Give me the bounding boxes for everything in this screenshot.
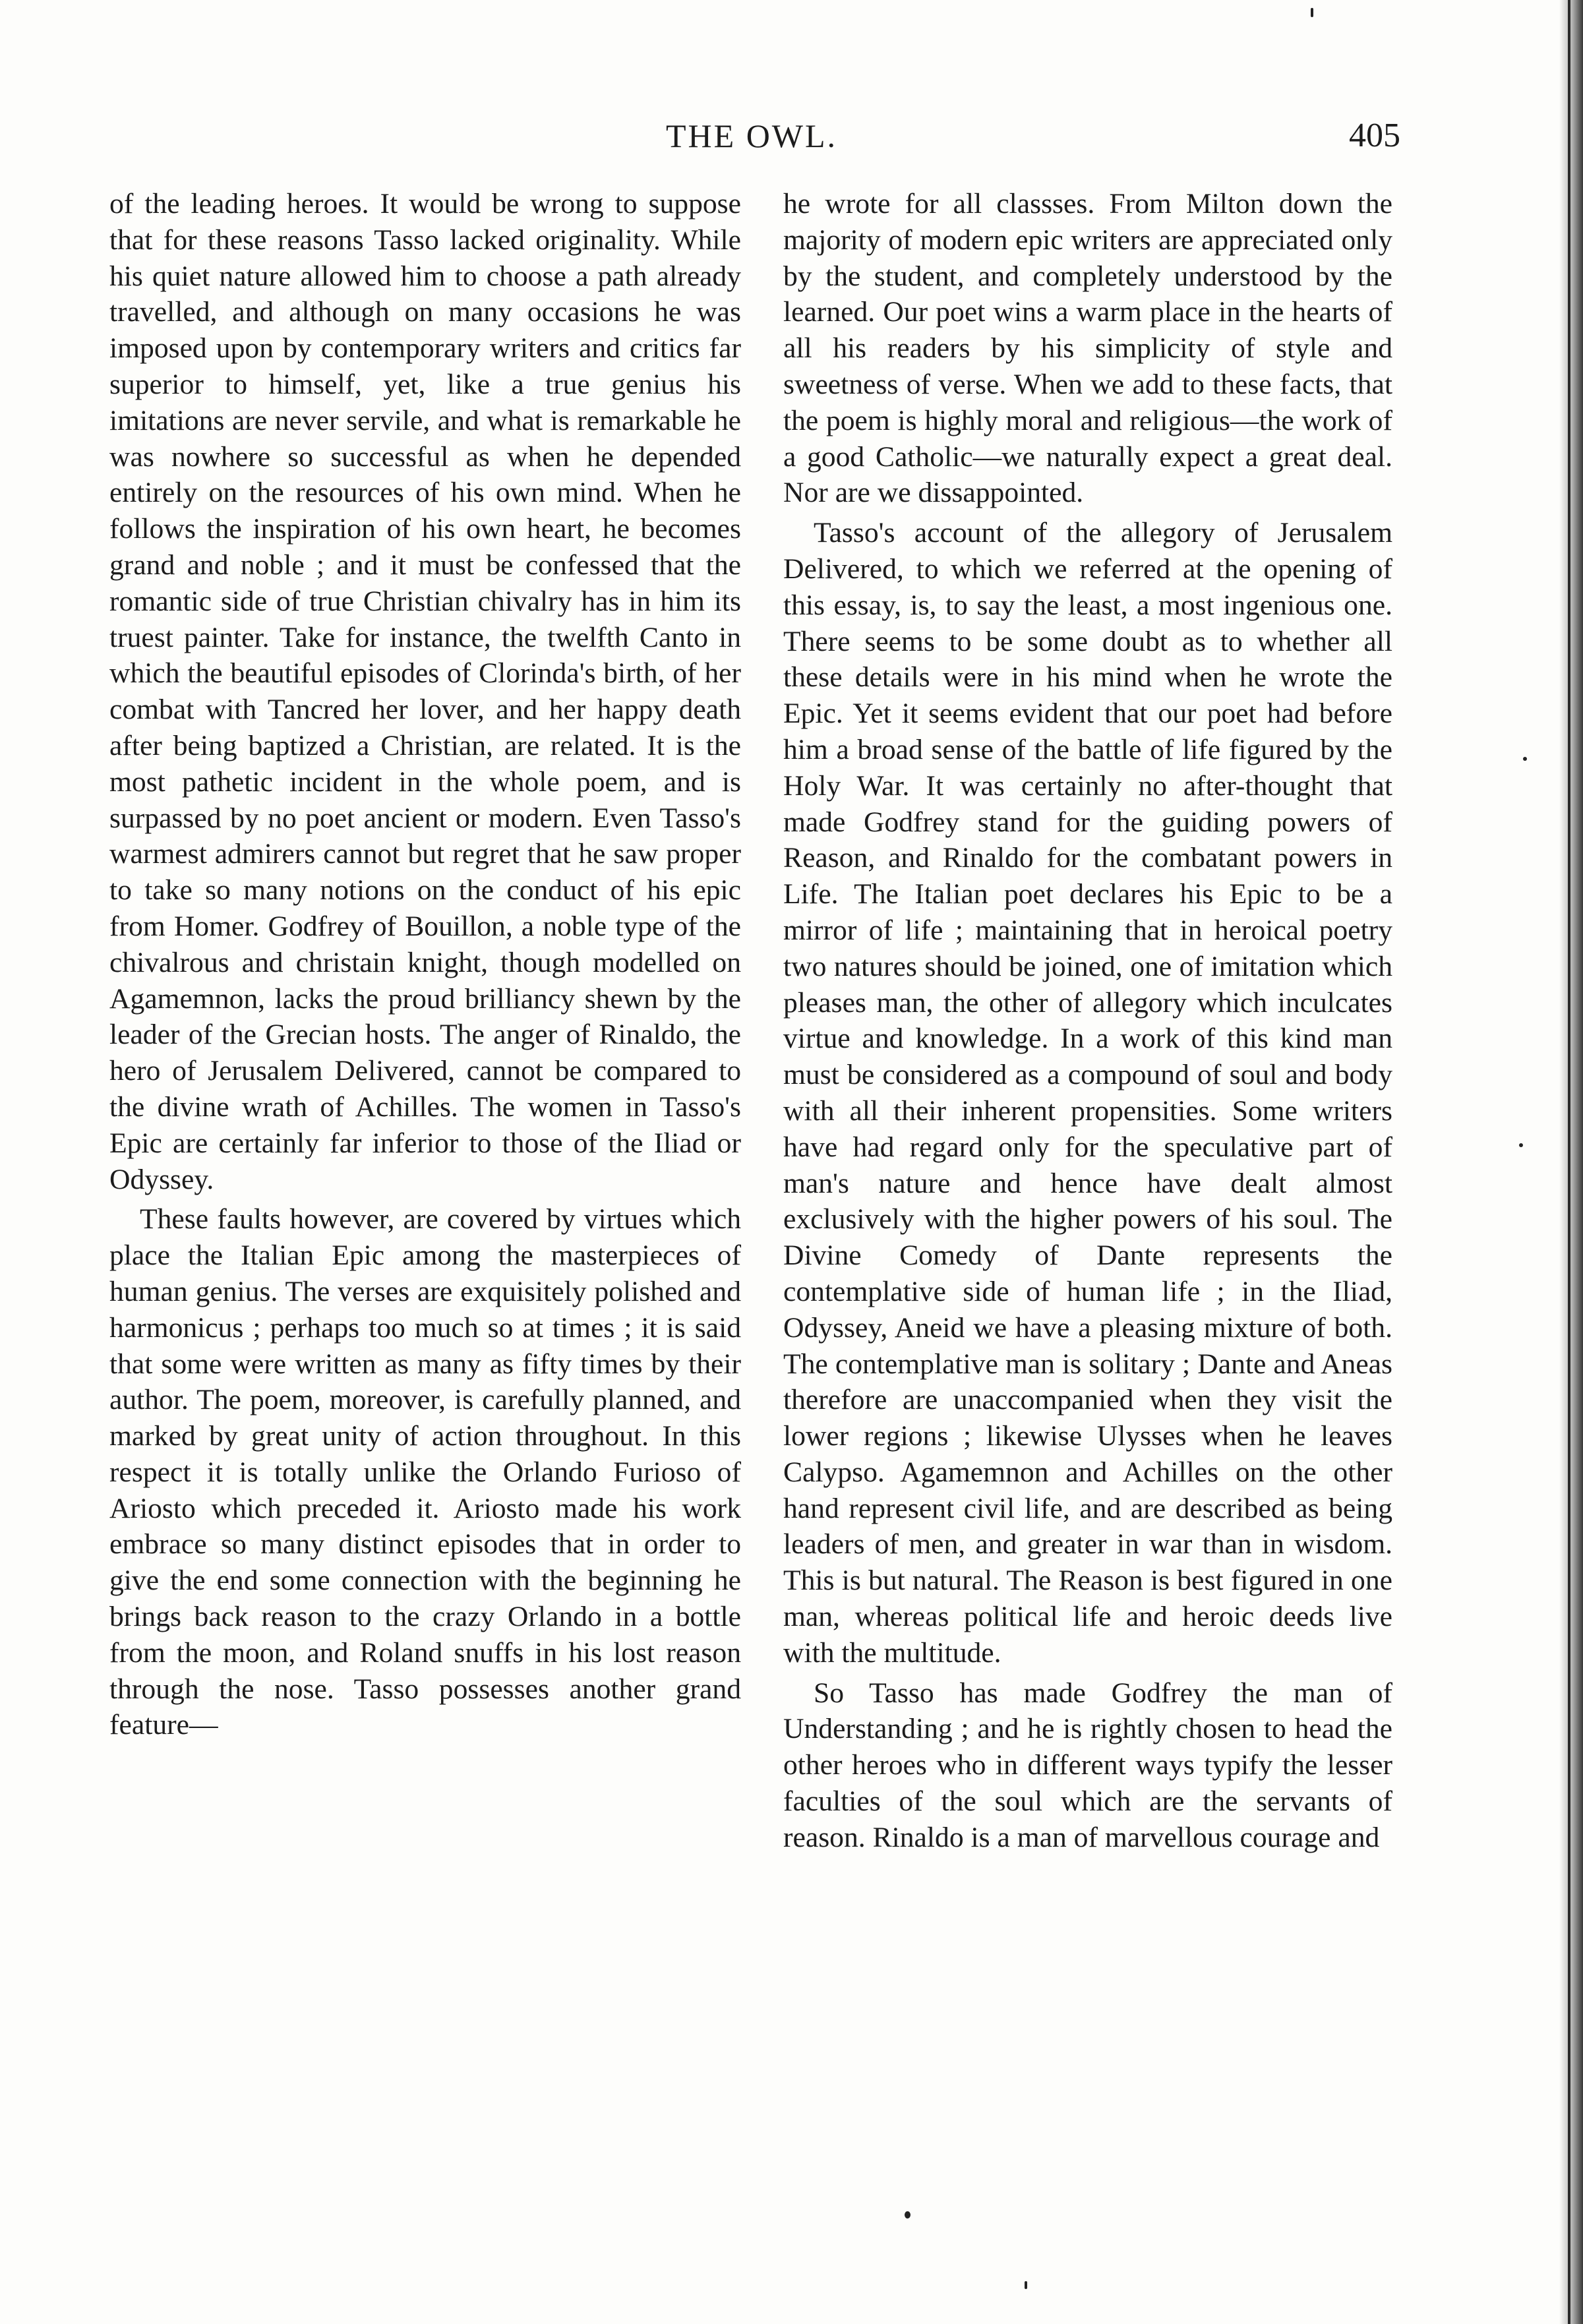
ink-speck: [905, 2211, 911, 2219]
paragraph: of the leading heroes. It would be wrong to suppose that for these reasons Tasso lacked originality. While his quiet nature allowed him to choose a path already travelled, and although on many occasions he was imposed upon by contemporary writers and critics far superior to himself, yet, like a true genius his imitations are never servile, and what is remarkable he was nowhere so successful as when he depended entirely on the resources of his own mind. When he follows the inspiration of his own heart, he becomes grand and noble ; and it must be confessed that the romantic side of true Christian chivalry has in him its truest painter. Take for instance, the twelfth Canto in which the beautiful episodes of Clorinda's birth, of her combat with Tancred her lover, and her happy death after being baptized a Christian, are related. It is the most pathetic incident in the whole poem, and is surpassed by no poet ancient or modern. Even Tasso's warmest admirers cannot but regret that he saw proper to take so many notions on the conduct of his epic from Homer. Godfrey of Bouillon, a noble type of the chivalrous and christain knight, though modelled on Agamemnon, lacks the proud brilliancy shewn by the leader of the Grecian hosts. The anger of Rinaldo, the hero of Jerusalem Delivered, cannot be compared to the divine wrath of Achilles. The women in Tasso's Epic are certainly far inferior to those of the Iliad or Odyssey.: [109, 188, 741, 1195]
ink-speck: [1523, 757, 1527, 761]
ink-speck: [1025, 2281, 1027, 2289]
running-title: THE OWL.: [666, 117, 838, 154]
ink-speck: [1519, 1143, 1523, 1147]
running-head: [0, 116, 1583, 162]
page-number: 405: [1349, 117, 1400, 154]
paragraph: So Tasso has made Godfrey the man of Understanding ; and he is rightly chosen to head the other heroes who in different ways typify the lesser faculties of the soul which are the servants of reason. Rinaldo is a man of marvellous courage and: [783, 1677, 1392, 1853]
binding-edge-line: [1568, 0, 1570, 2324]
binding-shadow: [1559, 0, 1583, 2324]
paragraph: he wrote for all classses. From Milton down the majority of modern epic writers are appreciated only by the student, and completely understood by the learned. Our poet wins a warm place in the hearts of all his readers by his simplicity of style and sweetness of verse. When we add to these facts, that the poem is highly moral and religious—the work of a good Catholic—we naturally expect a great deal. Nor are we dissappointed.: [783, 188, 1392, 509]
paragraph: Tasso's account of the allegory of Jerusalem Delivered, to which we referred at the opening of this essay, is, to say the least, a most ingenious one. There seems to be some doubt as to whether all these details were in his mind when he wrote the Epic. Yet it seems evident that our poet had before him a broad sense of the battle of life figured by the Holy War. It was certainly no after-thought that made Godfrey stand for the guiding powers of Reason, and Rinaldo for the combatant powers in Life. The Italian poet declares his Epic to be a mirror of life ; maintaining that in heroical poetry two natures should be joined, one of imitation which pleases man, the other of allegory which inculcates virtue and knowledge. In a work of this kind man must be considered as a compound of soul and body with all their inherent propensities. Some writers have had regard only for the speculative part of man's nature and hence have dealt almost exclusively with the higher powers of his soul. The Divine Comedy of Dante represents the contemplative side of human life ; in the Iliad, Odyssey, Aneid we have a pleasing mixture of both. The contemplative man is solitary ; Dante and Aneas therefore are unaccompanied when they visit the lower regions ; likewise Ulysses when he leaves Calypso. Agamemnon and Achilles on the other hand represent civil life, and are described as being leaders of men, and greater in war than in wisdom. This is but natural. The Reason is best figured in one man, whereas political life and heroic deeds live with the multitude.: [783, 517, 1392, 1669]
left-column: [109, 186, 741, 1743]
ink-speck: [1311, 8, 1313, 17]
right-column: [783, 186, 1392, 1856]
paragraph: These faults however, are covered by virtues which place the Italian Epic among the masterpieces of human genius. The verses are exquisitely polished and harmonicus ; perhaps too much so at times ; it is said that some were written as many as fifty times by their author. The poem, moreover, is carefully planned, and marked by great unity of action throughout. In this respect it is totally unlike the Orlando Furioso of Ariosto which preceded it. Ariosto made his work embrace so many distinct episodes that in order to give the end some connection with the beginning he brings back reason to the crazy Orlando in a bottle from the moon, and Roland snuffs in his lost reason through the nose. Tasso possesses another grand feature—: [109, 1203, 741, 1741]
